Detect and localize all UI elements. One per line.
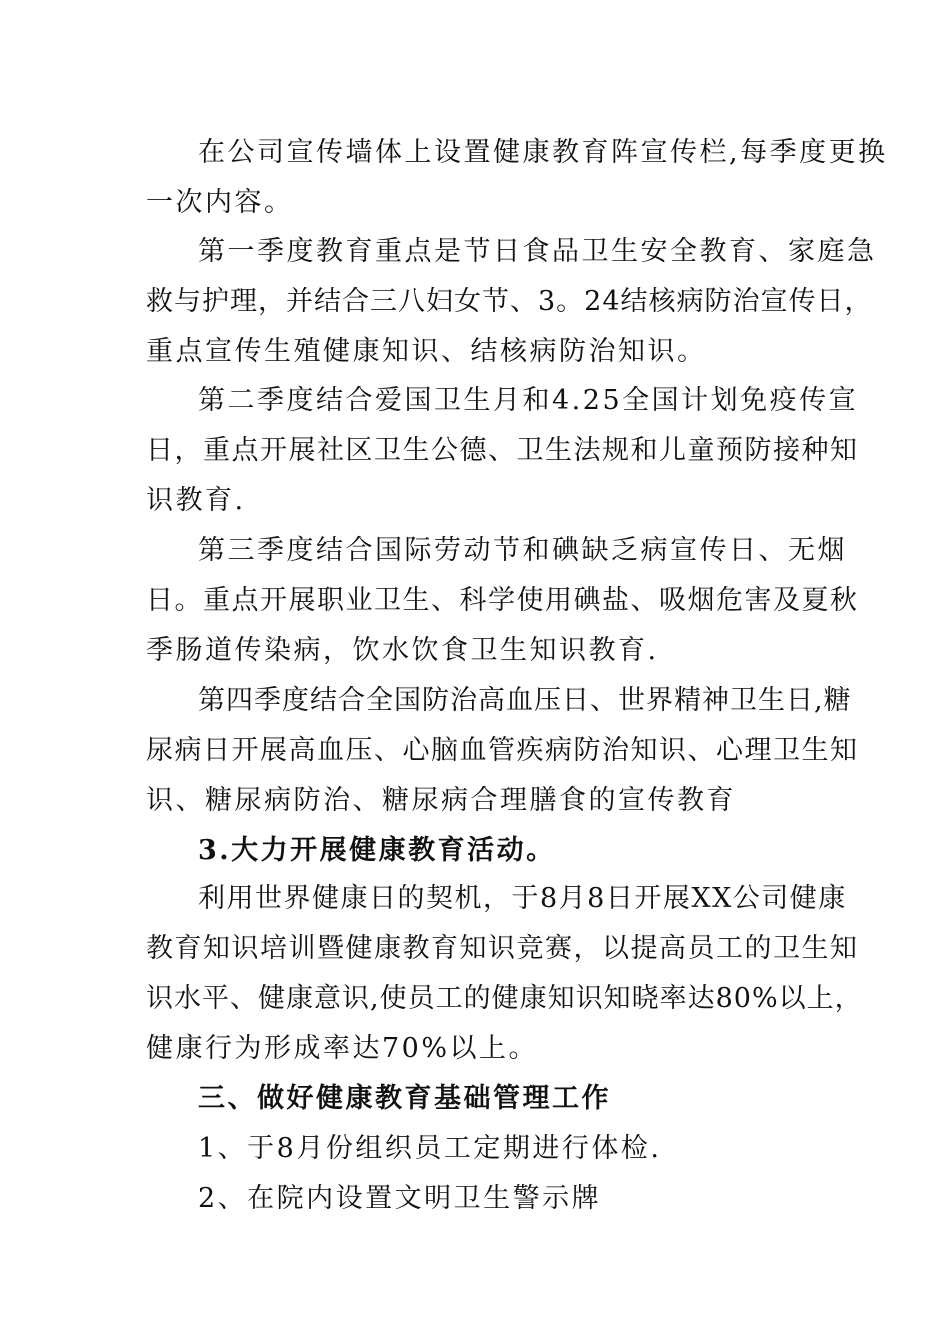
text-line: 利用世界健康日的契机，于8月8日开展XX公司健康 [198,883,847,914]
text-line: 尿病日开展高血压、心脑血管疾病防治知识、心理卫生知 [146,735,859,766]
text-line: 日，重点开展社区卫生公德、卫生法规和儿童预防接种知 [146,435,859,466]
text-line: 第三季度结合国际劳动节和碘缺乏病宣传日、无烟 [198,535,847,566]
text-line: 识教育. [146,485,246,516]
text-line: 第四季度结合全国防治高血压日、世界精神卫生日,糖 [198,685,852,716]
section-heading: 三、做好健康教育基础管理工作 [198,1083,611,1114]
text-line: 识水平、健康意识,使员工的健康知识知晓率达80%以上， [146,983,863,1014]
text-line: 健康行为形成率达70%以上。 [146,1033,539,1064]
text-line: 重点宣传生殖健康知识、结核病防治知识。 [146,336,707,367]
text-line: 季肠道传染病，饮水饮食卫生知识教育. [146,635,659,666]
text-line: 日。重点开展职业卫生、科学使用碘盐、吸烟危害及夏秋 [146,585,859,616]
text-line: 识、糖尿病防治、糖尿病合理膳食的宣传教育 [146,785,736,816]
text-line: 2、在院内设置文明卫生警示牌 [198,1183,602,1214]
text-line: 1、于8月份组织员工定期进行体检. [198,1133,662,1164]
text-line: 一次内容。 [146,187,294,218]
text-line: 在公司宣传墙体上设置健康教育阵宣传栏,每季度更换 [198,137,888,168]
text-line: 第二季度结合爱国卫生月和4.25全国计划免疫传宣 [198,385,859,416]
text-line: 第一季度教育重点是节日食品卫生安全教育、家庭急 [198,236,877,267]
section-heading: 3.大力开展健康教育活动。 [198,835,556,866]
text-line: 救与护理，并结合三八妇女节、3。24结核病防治宣传日， [146,286,873,317]
text-line: 教育知识培训暨健康教育知识竞赛，以提高员工的卫生知 [146,933,859,964]
